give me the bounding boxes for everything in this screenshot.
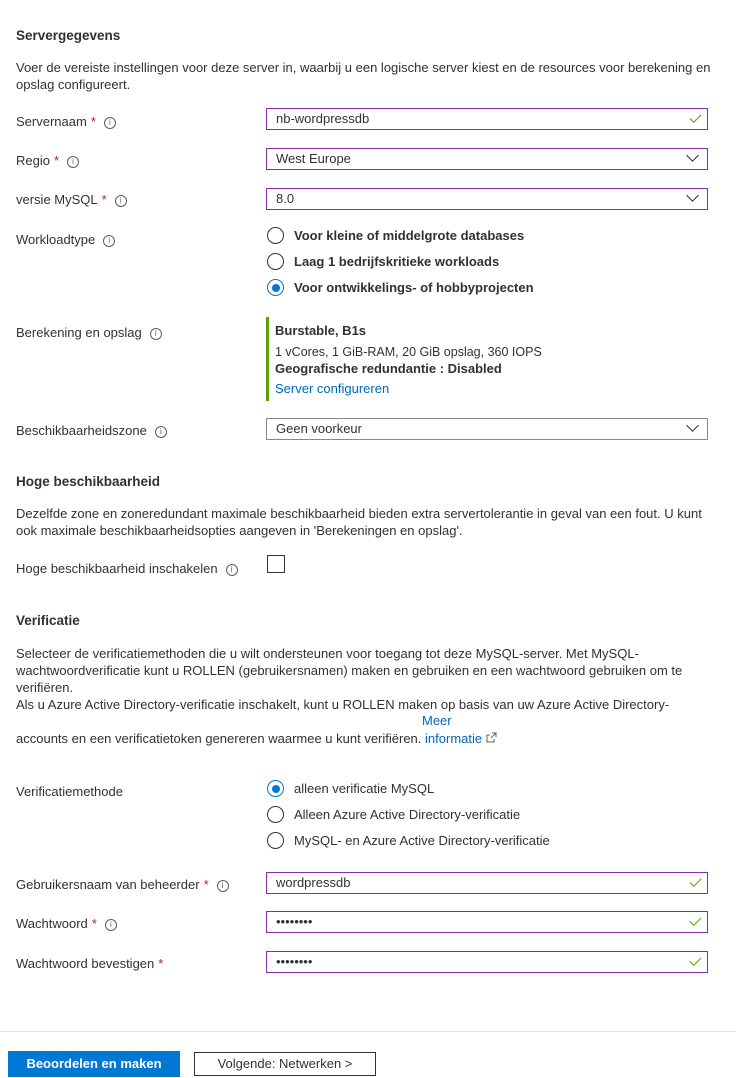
admin-username-input[interactable] [266, 872, 708, 894]
radio-button[interactable] [267, 253, 284, 270]
radio-button[interactable] [267, 832, 284, 849]
more-info-link-part2[interactable]: informatie [425, 731, 483, 746]
auth-description-1: Selecteer de verificatiemethoden die u wilt ondersteunen voor toegang tot deze MySQL-server. Met MySQL-wachtwoordverificatie kunt u ROLLEN (gebruikersnamen) maken en gebruiken en een wachtwoord gebruiken om te verifiëren. [16, 646, 683, 695]
more-info-link-part1[interactable]: Meer [422, 713, 452, 728]
servername-label [16, 114, 116, 129]
workload-label [16, 232, 115, 247]
info-icon[interactable]: i [103, 235, 115, 247]
mysql-version-dropdown[interactable] [266, 188, 708, 210]
compute-geo-redundancy: Geografische redundantie : Disabled [275, 361, 502, 376]
auth-method-label: Verificatiemethode [16, 784, 123, 799]
workload-label-text: Workloadtype [16, 232, 96, 247]
info-icon[interactable]: i [115, 195, 127, 207]
checkmark-icon [689, 914, 701, 926]
tier-indicator-bar [266, 317, 269, 401]
info-icon[interactable]: i [155, 426, 167, 438]
info-icon[interactable]: i [67, 156, 79, 168]
server-description: Voer de vereiste instellingen voor deze server in, waarbij u een logische server kiest en de resources voor berekening en opslag configureert. [16, 60, 711, 92]
auth-description-3 [16, 730, 497, 747]
auth-description-3-text: accounts en een verificatietoken genereren waarmee u kunt verifiëren. [16, 731, 422, 746]
info-icon[interactable]: i [217, 880, 229, 892]
mysql-version-value: 8.0 [276, 191, 295, 206]
radio-button[interactable] [267, 806, 284, 823]
radio-button[interactable] [267, 227, 284, 244]
admin-username-value: wordpressdb [276, 875, 351, 890]
compute-tier: Burstable, B1s [275, 323, 367, 338]
servername-label-text: Servernaam [16, 114, 87, 129]
auth-description-2: Als u Azure Active Directory-verificatie inschakelt, kunt u ROLLEN maken op basis van uw Azure Active Directory- [16, 697, 670, 712]
availability-zone-dropdown[interactable] [266, 418, 708, 440]
chevron-down-icon [686, 419, 699, 432]
confirm-password-label-text: Wachtwoord bevestigen [16, 956, 155, 971]
servername-input[interactable] [266, 108, 708, 130]
admin-username-label-text: Gebruikersnaam van beheerder [16, 877, 200, 892]
confirm-password-label [16, 956, 163, 971]
mysql-version-label-text: versie MySQL [16, 192, 98, 207]
mysql-version-label [16, 192, 127, 207]
info-icon[interactable]: i [226, 564, 238, 576]
section-title-ha: Hoge beschikbaarheid [16, 474, 161, 489]
auth-option-label: MySQL- en Azure Active Directory-verificatie [294, 833, 550, 848]
required-marker: * [90, 114, 96, 129]
workload-option-critical[interactable] [267, 253, 499, 270]
checkmark-icon [689, 111, 701, 123]
info-icon[interactable]: i [104, 117, 116, 129]
admin-username-label [16, 877, 229, 892]
password-label-text: Wachtwoord [16, 916, 88, 931]
auth-option-aad[interactable] [267, 806, 520, 823]
required-marker: * [158, 956, 164, 971]
region-label-text: Regio [16, 153, 50, 168]
compute-label [16, 325, 162, 340]
workload-option-label: Laag 1 bedrijfskritieke workloads [294, 254, 500, 269]
configure-server-link[interactable]: Server configureren [275, 381, 390, 396]
workload-option-label: Voor kleine of middelgrote databases [294, 228, 525, 243]
review-create-button[interactable]: Beoordelen en maken [8, 1051, 180, 1077]
ha-enable-checkbox[interactable] [267, 555, 285, 573]
next-networking-button[interactable]: Volgende: Netwerken > [194, 1052, 376, 1076]
password-input[interactable] [266, 911, 708, 933]
checkmark-icon [689, 954, 701, 966]
required-marker: * [91, 916, 97, 931]
confirm-password-value: •••••••• [276, 954, 313, 969]
auth-option-label: alleen verificatie MySQL [294, 781, 435, 796]
required-marker: * [203, 877, 209, 892]
auth-option-both[interactable] [267, 832, 550, 849]
chevron-down-icon [686, 149, 699, 162]
required-marker: * [101, 192, 107, 207]
compute-specs: 1 vCores, 1 GiB-RAM, 20 GiB opslag, 360 IOPS [275, 345, 542, 359]
footer-divider [0, 1031, 736, 1032]
checkmark-icon [689, 875, 701, 887]
availability-zone-label [16, 423, 167, 438]
region-label [16, 153, 79, 168]
workload-option-dev[interactable] [267, 279, 534, 296]
password-label [16, 916, 117, 931]
external-link-icon[interactable] [486, 732, 497, 743]
availability-zone-value: Geen voorkeur [276, 421, 362, 436]
servername-value: nb-wordpressdb [276, 111, 370, 126]
required-marker: * [53, 153, 60, 168]
info-icon[interactable]: i [150, 328, 162, 340]
ha-description: Dezelfde zone en zoneredundant maximale beschikbaarheid bieden extra servertolerantie in geval van een fout. U kunt ook maximale beschikbaarheidsopties aangeven in 'Berekeningen en opslag'. [16, 506, 702, 538]
availability-zone-label-text: Beschikbaarheidszone [16, 423, 147, 438]
confirm-password-input[interactable] [266, 951, 708, 973]
region-value: West Europe [276, 151, 351, 166]
auth-option-mysql[interactable] [267, 780, 434, 797]
radio-button-selected[interactable] [267, 279, 284, 296]
section-title-server: Servergegevens [16, 28, 121, 43]
auth-option-label: Alleen Azure Active Directory-verificatie [294, 807, 521, 822]
region-dropdown[interactable] [266, 148, 708, 170]
compute-label-text: Berekening en opslag [16, 325, 142, 340]
section-title-auth: Verificatie [16, 613, 80, 628]
password-value: •••••••• [276, 914, 313, 929]
workload-option-label: Voor ontwikkelings- of hobbyprojecten [294, 280, 534, 295]
workload-option-small[interactable] [267, 227, 524, 244]
info-icon[interactable]: i [105, 919, 117, 931]
radio-button-selected[interactable] [267, 780, 284, 797]
chevron-down-icon [686, 189, 699, 202]
ha-enable-label [16, 561, 238, 576]
ha-enable-label-text: Hoge beschikbaarheid inschakelen [16, 561, 218, 576]
